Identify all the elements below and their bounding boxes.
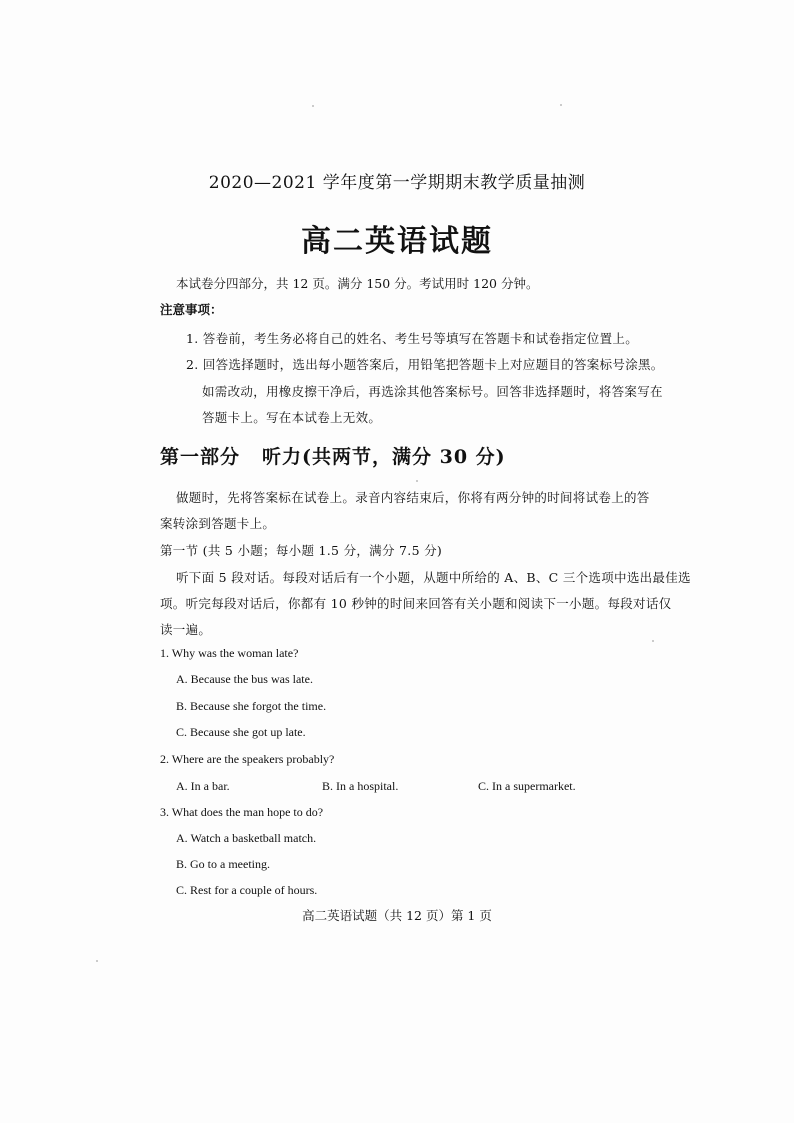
question-option: B. In a hospital. <box>322 779 399 793</box>
scan-speck <box>96 960 98 962</box>
scan-speck <box>312 105 314 107</box>
question-option: A. Because the bus was late. <box>176 672 313 686</box>
exam-subtitle: 2020—2021 学年度第一学期期末教学质量抽测 <box>208 173 586 193</box>
section1-line: 听下面 5 段对话。每段对话后有一个小题，从题中所给的 A、B、C 三个选项中选出最佳选 <box>176 570 691 585</box>
question-option: C. Rest for a couple of hours. <box>176 883 318 897</box>
question-option: C. Because she got up late. <box>176 725 306 739</box>
question-stem: 3. What does the man hope to do? <box>160 805 324 819</box>
scan-speck <box>652 640 654 642</box>
page-footer: 高二英语试题（共 12 页）第 1 页 <box>302 908 492 923</box>
question-option: B. Because she forgot the time. <box>176 699 327 713</box>
question-stem: 2. Where are the speakers probably? <box>160 752 335 766</box>
instruction-line: 做题时，先将答案标在试卷上。录音内容结束后，你将有两分钟的时间将试卷上的答 <box>176 490 650 505</box>
section1-heading: 第一节 (共 5 小题；每小题 1.5 分，满分 7.5 分) <box>160 543 443 558</box>
notice-line: 2. 回答选择题时，选出每小题答案后，用铅笔把答题卡上对应题目的答案标号涂黑。 <box>186 357 664 372</box>
notice-heading: 注意事项： <box>160 302 223 317</box>
question-option: A. In a bar. <box>176 779 230 793</box>
scan-speck <box>560 104 562 106</box>
part1-title: 听力(共两节，满分 30 分) <box>262 446 506 468</box>
notice-line: 答题卡上。写在本试卷上无效。 <box>202 410 382 425</box>
instruction-line: 案转涂到答题卡上。 <box>160 516 276 531</box>
section1-line: 项。听完每段对话后，你都有 10 秒钟的时间来回答有关小题和阅读下一小题。每段对话仅 <box>160 596 672 611</box>
notice-line: 如需改动，用橡皮擦干净后，再选涂其他答案标号。回答非选择题时，将答案写在 <box>202 384 663 399</box>
section1-line: 读一遍。 <box>160 622 212 637</box>
part1-label: 第一部分 <box>160 446 241 468</box>
question-option: A. Watch a basketball match. <box>176 831 317 845</box>
notice-line: 1. 答卷前，考生务必将自己的姓名、考生号等填写在答题卡和试卷指定位置上。 <box>186 331 639 346</box>
question-option: C. In a supermarket. <box>478 779 576 793</box>
exam-intro: 本试卷分四部分，共 12 页。满分 150 分。考试用时 120 分钟。 <box>176 276 539 291</box>
part1-heading <box>160 442 506 469</box>
scan-speck <box>416 480 418 482</box>
exam-title: 高二英语试题 <box>301 224 493 259</box>
question-stem: 1. Why was the woman late? <box>160 646 299 660</box>
question-option: B. Go to a meeting. <box>176 857 270 871</box>
